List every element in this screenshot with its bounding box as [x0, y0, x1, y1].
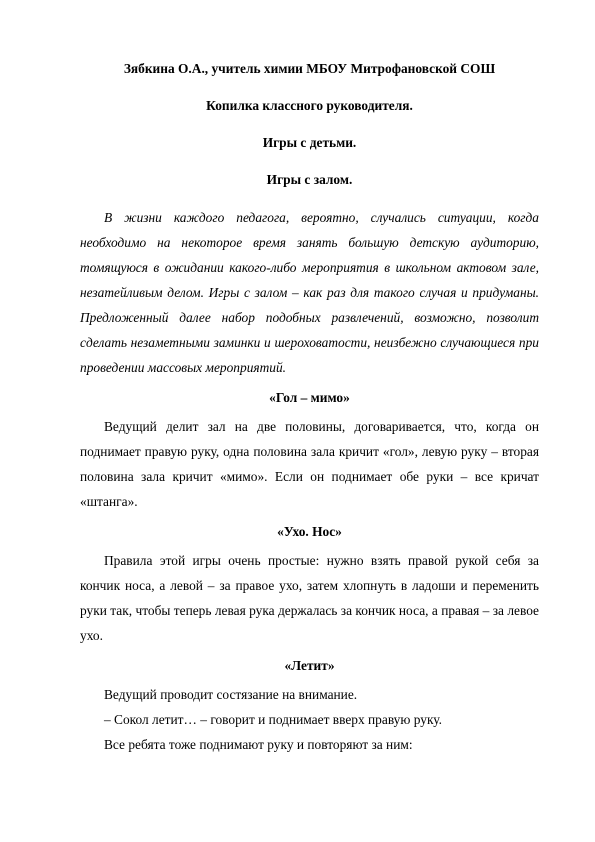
collection-title: Копилка классного руководителя.	[206, 98, 413, 113]
intro-paragraph: В жизни каждого педагога, вероятно, случались ситуации, когда необходимо на некоторое время занять большую детскую аудиторию, томящуюся в ожидании какого-либо мероприятия в школьном актовом зале, незатейливым делом. Игры с залом – как раз для такого случая и придуманы. Предложенный далее набор подобных развлечений, возможно, позволит сделать незаметными заминки и шероховатости, неизбежно случающиеся при проведении массовых мероприятий.	[80, 210, 539, 375]
game-title-letit: «Летит»	[284, 658, 335, 673]
game-title-gol-mimo: «Гол – мимо»	[269, 390, 350, 405]
subtopic-title: Игры с залом.	[266, 172, 353, 187]
author-line: Зябкина О.А., учитель химии МБОУ Митрофановской СОШ	[123, 61, 496, 76]
topic-title: Игры с детьми.	[262, 135, 357, 150]
game-line-letit-1: Ведущий проводит состязание на внимание.	[104, 687, 358, 702]
game-text-gol-mimo: Ведущий делит зал на две половины, договаривается, что, когда он поднимает правую руку, одна половина зала кричит «гол», левую руку – вторая половина зала кричит «мимо». Если он поднимает обе руки – все кричат «штанга».	[80, 419, 539, 509]
game-title-ukho-nos: «Ухо. Нос»	[277, 524, 342, 539]
game-text-ukho-nos: Правила этой игры очень простые: нужно взять правой рукой себя за кончик носа, а левой – за правое ухо, затем хлопнуть в ладоши и переменить руки так, чтобы теперь левая рука держалась за кончик носа, а правая – за левое ухо.	[80, 553, 539, 643]
game-line-letit-2: – Сокол летит… – говорит и поднимает вверх правую руку.	[104, 712, 442, 727]
game-line-letit-3: Все ребята тоже поднимают руку и повторяют за ним:	[104, 737, 413, 752]
